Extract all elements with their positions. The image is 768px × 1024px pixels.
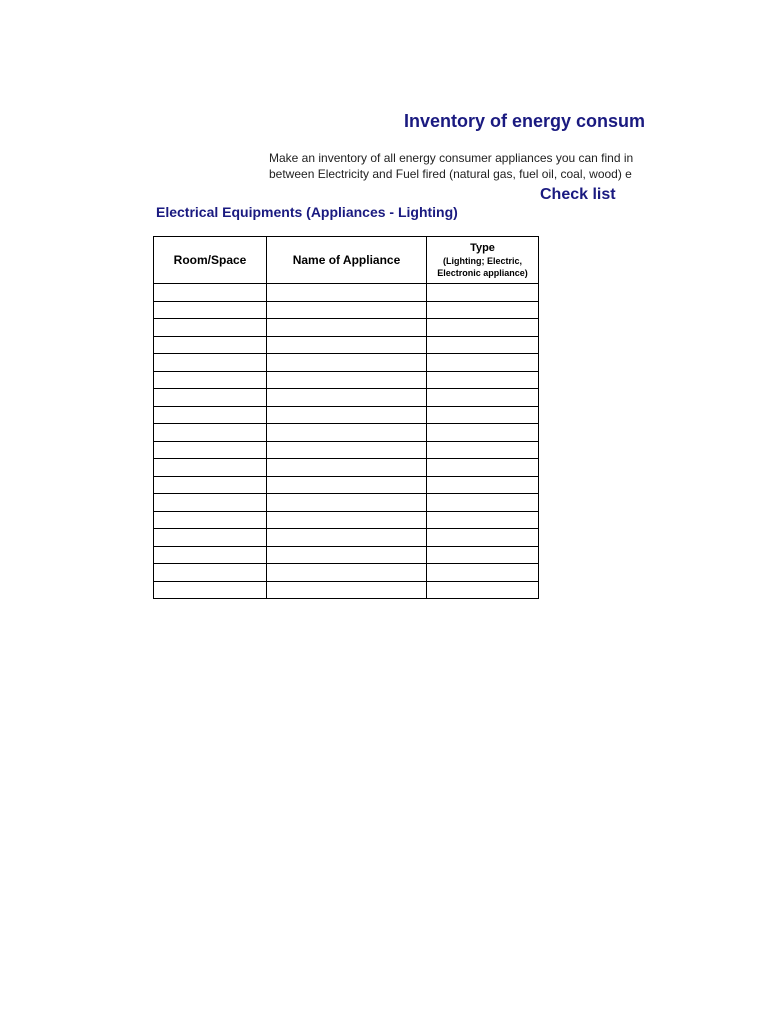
cell-room-space[interactable] (154, 494, 267, 512)
cell-type[interactable] (427, 581, 539, 599)
cell-name-of-appliance[interactable] (267, 319, 427, 337)
cell-room-space[interactable] (154, 371, 267, 389)
cell-type[interactable] (427, 441, 539, 459)
cell-type[interactable] (427, 564, 539, 582)
page-title: Inventory of energy consum (404, 111, 646, 131)
header-type-note-2: Electronic appliance) (437, 267, 528, 278)
cell-type[interactable] (427, 546, 539, 564)
cell-name-of-appliance[interactable] (267, 476, 427, 494)
cell-type[interactable] (427, 301, 539, 319)
cell-room-space[interactable] (154, 319, 267, 337)
header-type (427, 237, 539, 284)
cell-room-space[interactable] (154, 424, 267, 442)
table-row (154, 284, 539, 302)
table-row (154, 389, 539, 407)
cell-room-space[interactable] (154, 529, 267, 547)
cell-type[interactable] (427, 511, 539, 529)
intro-text-line-2: between Electricity and Fuel fired (natural gas, fuel oil, coal, wood) e (269, 167, 632, 181)
checklist-heading: Check list (540, 186, 616, 203)
table-row (154, 301, 539, 319)
cell-type[interactable] (427, 424, 539, 442)
intro-text-line-1: Make an inventory of all energy consumer appliances you can find in (269, 151, 634, 165)
cell-room-space[interactable] (154, 564, 267, 582)
cell-room-space[interactable] (154, 406, 267, 424)
cell-name-of-appliance[interactable] (267, 511, 427, 529)
cell-room-space[interactable] (154, 476, 267, 494)
cell-name-of-appliance[interactable] (267, 546, 427, 564)
cell-name-of-appliance[interactable] (267, 441, 427, 459)
cell-name-of-appliance[interactable] (267, 459, 427, 477)
cell-room-space[interactable] (154, 284, 267, 302)
cell-name-of-appliance[interactable] (267, 371, 427, 389)
cell-name-of-appliance[interactable] (267, 494, 427, 512)
cell-name-of-appliance[interactable] (267, 406, 427, 424)
header-room-space: Room/Space (154, 237, 267, 284)
table-row (154, 459, 539, 477)
table-row (154, 529, 539, 547)
cell-type[interactable] (427, 459, 539, 477)
cell-room-space[interactable] (154, 511, 267, 529)
cell-name-of-appliance[interactable] (267, 301, 427, 319)
header-type-label: Type (470, 241, 495, 254)
table-row (154, 581, 539, 599)
cell-name-of-appliance[interactable] (267, 564, 427, 582)
table-row (154, 511, 539, 529)
cell-type[interactable] (427, 284, 539, 302)
inventory-table (153, 236, 539, 599)
cell-type[interactable] (427, 389, 539, 407)
table-row (154, 424, 539, 442)
cell-type[interactable] (427, 476, 539, 494)
cell-name-of-appliance[interactable] (267, 424, 427, 442)
cell-name-of-appliance[interactable] (267, 529, 427, 547)
cell-type[interactable] (427, 406, 539, 424)
cell-type[interactable] (427, 529, 539, 547)
table-row (154, 406, 539, 424)
cell-type[interactable] (427, 354, 539, 372)
cell-name-of-appliance[interactable] (267, 389, 427, 407)
table-row (154, 354, 539, 372)
table-row (154, 476, 539, 494)
cell-room-space[interactable] (154, 301, 267, 319)
table-row (154, 336, 539, 354)
cell-room-space[interactable] (154, 354, 267, 372)
cell-room-space[interactable] (154, 546, 267, 564)
table-row (154, 494, 539, 512)
cell-name-of-appliance[interactable] (267, 284, 427, 302)
table-row (154, 441, 539, 459)
header-type-note-1: (Lighting; Electric, (442, 255, 522, 266)
table-header-row (154, 237, 539, 284)
cell-room-space[interactable] (154, 336, 267, 354)
table-body (154, 284, 539, 599)
table-row (154, 319, 539, 337)
cell-type[interactable] (427, 494, 539, 512)
table-row (154, 564, 539, 582)
cell-name-of-appliance[interactable] (267, 581, 427, 599)
cell-room-space[interactable] (154, 459, 267, 477)
cell-type[interactable] (427, 319, 539, 337)
cell-room-space[interactable] (154, 581, 267, 599)
cell-type[interactable] (427, 371, 539, 389)
cell-room-space[interactable] (154, 389, 267, 407)
table-row (154, 546, 539, 564)
cell-name-of-appliance[interactable] (267, 354, 427, 372)
section-heading: Electrical Equipments (Appliances - Lighting) (156, 204, 458, 220)
table-row (154, 371, 539, 389)
header-name-of-appliance: Name of Appliance (267, 237, 427, 284)
cell-name-of-appliance[interactable] (267, 336, 427, 354)
cell-room-space[interactable] (154, 441, 267, 459)
cell-type[interactable] (427, 336, 539, 354)
